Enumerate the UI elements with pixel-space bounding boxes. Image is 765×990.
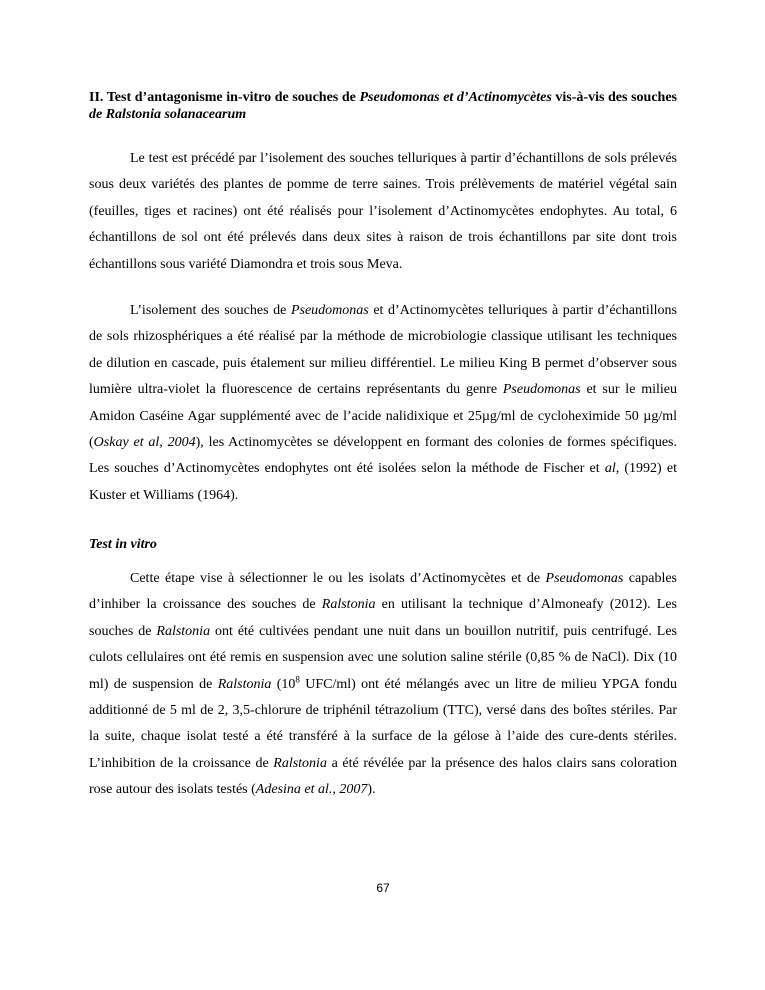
paragraph-text: a été révélée par la présence des halos clairs sans coloration rose autour des isolats testés ( <box>89 755 677 798</box>
italic-ralstonia: Ralstonia <box>273 755 327 771</box>
heading-text: II. Test d’antagonisme in-vitro de souches de <box>89 90 360 105</box>
paragraph-text: Cette étape vise à sélectionner le ou les isolats d’Actinomycètes et de <box>130 571 546 586</box>
section-heading <box>89 89 677 123</box>
italic-ralstonia: Ralstonia <box>321 597 376 613</box>
subheading-test-in-vitro: Test in vitro <box>89 537 157 552</box>
paragraph-text: et sur le milieu Amidon Caséine Agar supplémenté avec de l’acide nalidixique et 25µg/ml de cycloheximide 50 µg/ml ( <box>89 382 678 451</box>
italic-ralstonia: Ralstonia <box>156 623 211 639</box>
italic-ralstonia: Ralstonia <box>217 676 272 692</box>
heading-italic-ralstonia: de Ralstonia solanacearum <box>89 107 247 122</box>
paragraph-isolation-intro: Le test est précédé par l’isolement des souches telluriques à partir d’échantillons de sols prélevés sous deux variétés des plantes de pomme de terre saines. Trois prélèvements de matériel végétal sain (feuilles, tiges et racines) ont été réalisés pour l’isolement d’Actinomycètes endophytes. Au total, 6 échantillons de sol ont été prélevés dans deux sites à raison de trois échantillons par site dont trois échantillons sous variété Diamondra et trois sous Meva. <box>89 151 677 272</box>
italic-pseudomonas: Pseudomonas <box>290 303 369 318</box>
paragraph-text: L’isolement des souches de <box>130 303 291 318</box>
paragraph-text: ). <box>367 782 376 798</box>
paragraph-isolation-method <box>89 298 677 509</box>
italic-pseudomonas: Pseudomonas <box>502 382 581 398</box>
page-number: 67 <box>376 881 390 895</box>
paragraph-test-in-vitro <box>89 566 677 804</box>
italic-al: al, <box>604 461 620 477</box>
paragraph-text: ), les Actinomycètes se développent en formant des colonies de formes spécifiques. Les souches d’Actinomycètes endophytes ont été isolées selon la méthode de Fischer et <box>89 435 677 477</box>
heading-text: vis-à-vis des souches <box>551 90 677 105</box>
heading-italic-organisms: Pseudomonas et d’Actinomycètes <box>359 90 552 105</box>
citation-oskay: Oskay et al, 2004 <box>93 435 196 451</box>
paragraph-text: capables d’inhiber la croissance des souches de <box>89 571 677 613</box>
paragraph-text: et d’Actinomycètes telluriques à partir d’échantillons de sols rhizosphériques a été réalisé par la méthode de microbiologie classique utilisant les techniques de dilution en cascade, puis étalement sur milieu différentiel. Le milieu King B permet d’observer sous lumière ultra-violet la fluorescence de certains représentants du genre <box>89 303 677 398</box>
superscript-exponent: 8 <box>295 673 300 684</box>
paragraph-text: ont été cultivées pendant une nuit dans un bouillon nutritif, puis centrifugé. Les culots cellulaires ont été remis en suspension avec une solution saline stérile (0,85 % de NaCl). Dix (10 ml) de suspension de <box>89 623 677 692</box>
italic-pseudomonas: Pseudomonas <box>545 571 624 586</box>
paragraph-text: en utilisant la technique d’Almoneafy (2012). Les souches de <box>89 597 677 639</box>
paragraph-text: (10 <box>271 676 296 692</box>
paragraph-text: (1992) et Kuster et Williams (1964). <box>89 461 677 503</box>
paragraph-text: UFC/ml) ont été mélangés avec un litre de milieu YPGA fondu additionné de 5 ml de 2, 3,5-chlorure de triphénil tétrazolium (TTC), versé dans des boîtes stériles. Par la suite, chaque isolat testé a été transféré à la surface de la gélose à l’aide des cure-dents stériles. L’inhibition de la croissance de <box>89 676 677 771</box>
citation-adesina: Adesina et al., 2007 <box>255 782 368 798</box>
